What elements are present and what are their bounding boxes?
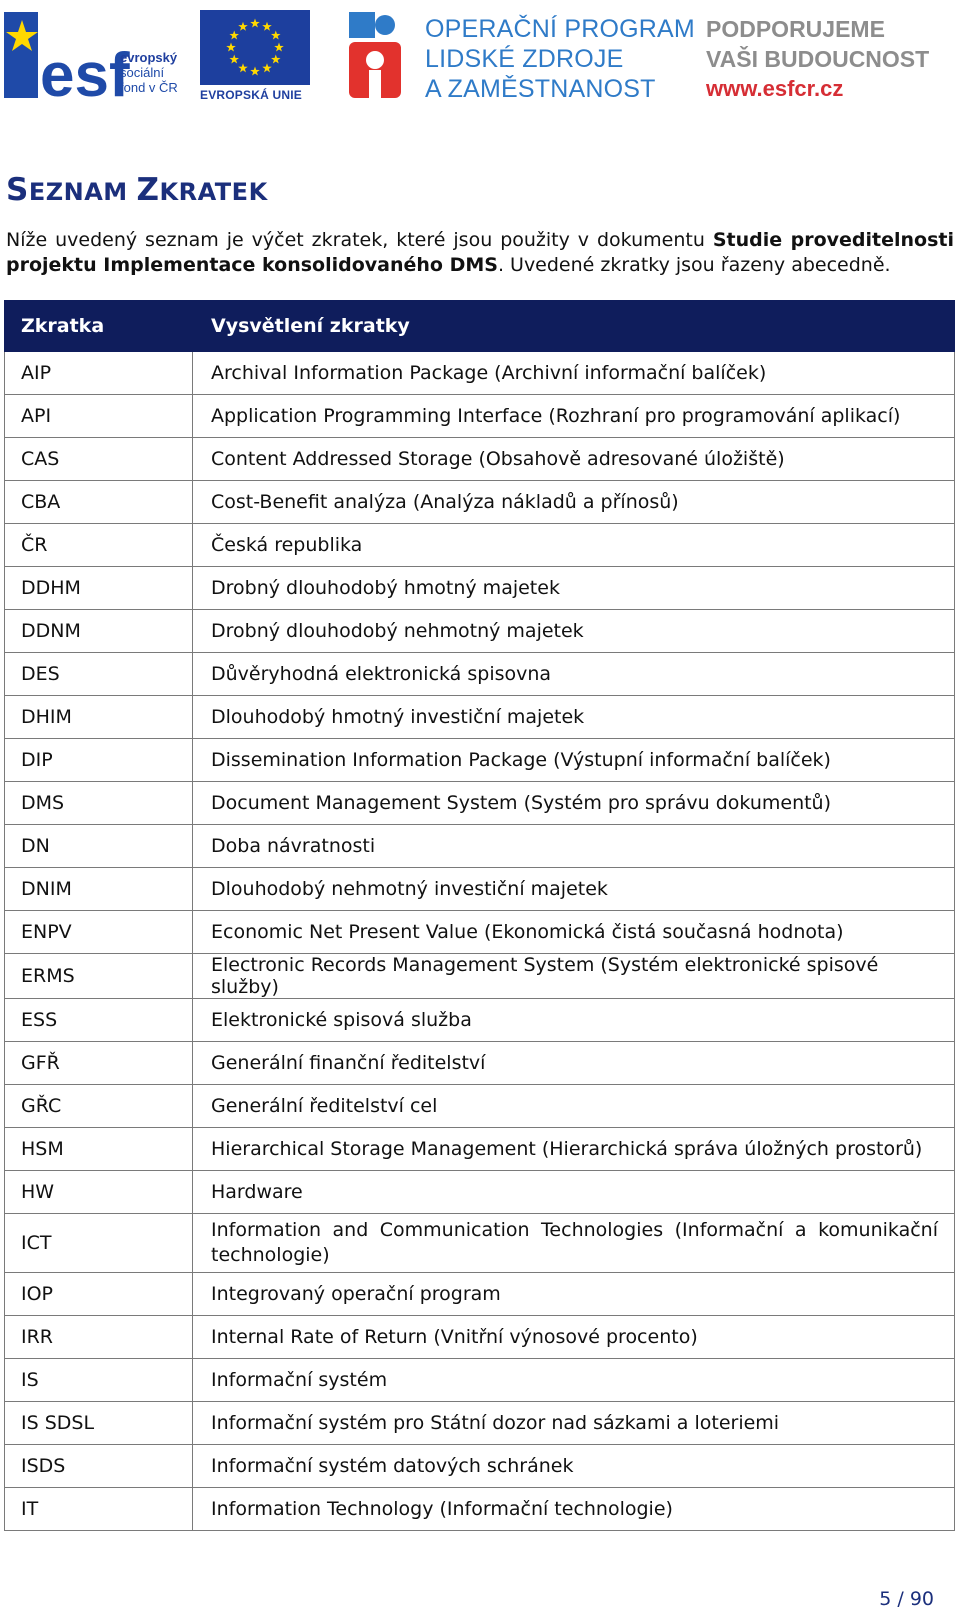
abbreviation-cell: GFŘ — [5, 1042, 193, 1085]
explanation-cell: Dlouhodobý nehmotný investiční majetek — [193, 868, 955, 911]
esf-wordmark: esf — [40, 41, 130, 110]
abbreviation-cell: CAS — [5, 438, 193, 481]
abbreviation-cell: CBA — [5, 481, 193, 524]
title-initial-2: Z — [136, 172, 160, 208]
explanation-cell: Cost-Benefit analýza (Analýza nákladů a přínosů) — [193, 481, 955, 524]
explanation-cell: Elektronické spisová služba — [193, 999, 955, 1042]
abbreviation-cell: ENPV — [5, 911, 193, 954]
title-rest-2: KRATEK — [159, 178, 268, 206]
table-row — [5, 739, 955, 782]
table-row — [5, 911, 955, 954]
abbreviation-cell: IT — [5, 1488, 193, 1531]
table-row — [5, 395, 955, 438]
intro-paragraph — [6, 228, 954, 278]
explanation-cell: Generální ředitelství cel — [193, 1085, 955, 1128]
intro-document-name: Studie proveditelnosti projektu Implementace konsolidovaného DMS — [6, 229, 955, 276]
explanation-cell: Economic Net Present Value (Ekonomická čistá současná hodnota) — [193, 911, 955, 954]
table-row — [5, 1273, 955, 1316]
explanation-cell: Informační systém pro Státní dozor nad sázkami a loteriemi — [193, 1402, 955, 1445]
esf-logo — [0, 8, 130, 110]
table-row — [5, 782, 955, 825]
support-line: PODPORUJEME — [706, 16, 885, 42]
column-header-explanation: Vysvětlení zkratky — [193, 301, 955, 352]
op-puzzle-icon — [345, 8, 410, 103]
table-row — [5, 524, 955, 567]
explanation-cell: Drobný dlouhodobý hmotný majetek — [193, 567, 955, 610]
explanation-cell: Hardware — [193, 1171, 955, 1214]
abbreviation-cell: DIP — [5, 739, 193, 782]
abbreviation-cell: IS — [5, 1359, 193, 1402]
table-row — [5, 1316, 955, 1359]
table-header-row — [5, 301, 955, 352]
explanation-cell: Document Management System (Systém pro správu dokumentů) — [193, 782, 955, 825]
explanation-cell: Drobný dlouhodobý nehmotný majetek — [193, 610, 955, 653]
abbreviation-cell: GŘC — [5, 1085, 193, 1128]
abbreviation-cell: DN — [5, 825, 193, 868]
page-number: 5 / 90 — [879, 1588, 934, 1610]
explanation-cell: Doba návratnosti — [193, 825, 955, 868]
abbreviation-cell: DHIM — [5, 696, 193, 739]
title-initial: S — [6, 172, 29, 208]
table-row — [5, 825, 955, 868]
table-row — [5, 481, 955, 524]
support-line: VAŠI BUDOUCNOST — [706, 46, 930, 72]
explanation-cell: Content Addressed Storage (Obsahově adresované úložiště) — [193, 438, 955, 481]
intro-text-end: . Uvedené zkratky jsou řazeny abecedně. — [497, 254, 891, 276]
explanation-cell: Dlouhodobý hmotný investiční majetek — [193, 696, 955, 739]
table-row — [5, 1214, 955, 1273]
table-row — [5, 653, 955, 696]
logo-bar — [0, 0, 960, 115]
eu-flag-icon — [200, 10, 310, 85]
abbreviation-cell: IS SDSL — [5, 1402, 193, 1445]
abbreviation-cell: HSM — [5, 1128, 193, 1171]
table-row — [5, 1445, 955, 1488]
explanation-cell: Information Technology (Informační technologie) — [193, 1488, 955, 1531]
table-row — [5, 999, 955, 1042]
table-row — [5, 352, 955, 395]
op-line: A ZAMĚSTNANOST — [425, 75, 656, 103]
table-row — [5, 610, 955, 653]
table-row — [5, 1042, 955, 1085]
esf-caption-line: sociální — [120, 65, 165, 80]
abbreviation-cell: DDNM — [5, 610, 193, 653]
abbreviation-cell: DES — [5, 653, 193, 696]
esf-caption-line: evropský — [120, 50, 178, 65]
table-row — [5, 567, 955, 610]
abbreviation-cell: IOP — [5, 1273, 193, 1316]
table-row — [5, 1128, 955, 1171]
explanation-cell: Důvěryhodná elektronická spisovna — [193, 653, 955, 696]
abbreviation-cell: API — [5, 395, 193, 438]
abbreviation-cell: DDHM — [5, 567, 193, 610]
esf-caption — [120, 50, 178, 95]
table-row — [5, 438, 955, 481]
table-row — [5, 954, 955, 999]
page-title — [6, 172, 268, 208]
explanation-cell: Internal Rate of Return (Vnitřní výnosové procento) — [193, 1316, 955, 1359]
table-row — [5, 696, 955, 739]
explanation-cell: Informační systém — [193, 1359, 955, 1402]
column-header-abbreviation: Zkratka — [5, 301, 193, 352]
explanation-cell: Hierarchical Storage Management (Hierarchická správa úložných prostorů) — [193, 1128, 955, 1171]
abbreviation-cell: ERMS — [5, 954, 193, 999]
table-row — [5, 1402, 955, 1445]
abbreviation-cell: IRR — [5, 1316, 193, 1359]
explanation-cell: Information and Communication Technologies (Informační a komunikační technologie) — [193, 1214, 955, 1273]
abbreviation-cell: ICT — [5, 1214, 193, 1273]
abbreviation-table — [4, 300, 955, 1531]
table-row — [5, 868, 955, 911]
explanation-cell: Archival Information Package (Archivní informační balíček) — [193, 352, 955, 395]
explanation-cell: Dissemination Information Package (Výstupní informační balíček) — [193, 739, 955, 782]
abbreviation-cell: HW — [5, 1171, 193, 1214]
table-body — [5, 352, 955, 1531]
support-url[interactable]: www.esfcr.cz — [706, 76, 844, 101]
explanation-cell: Application Programming Interface (Rozhraní pro programování aplikací) — [193, 395, 955, 438]
table-row — [5, 1359, 955, 1402]
esf-caption-line: fond v ČR — [120, 80, 178, 95]
abbreviation-cell: ISDS — [5, 1445, 193, 1488]
op-line: OPERAČNÍ PROGRAM — [425, 15, 695, 43]
abbreviation-cell: AIP — [5, 352, 193, 395]
explanation-cell: Generální finanční ředitelství — [193, 1042, 955, 1085]
op-line: LIDSKÉ ZDROJE — [425, 45, 624, 73]
abbreviation-cell: ČR — [5, 524, 193, 567]
eu-caption: EVROPSKÁ UNIE — [200, 88, 302, 102]
explanation-cell: Informační systém datových schránek — [193, 1445, 955, 1488]
abbreviation-cell: DMS — [5, 782, 193, 825]
title-rest: EZNAM — [28, 178, 137, 206]
table-row — [5, 1171, 955, 1214]
support-slogan — [706, 14, 929, 74]
op-program-title — [425, 14, 695, 104]
intro-text: Níže uvedený seznam je výčet zkratek, které jsou použity v dokumentu — [6, 229, 713, 251]
table-row — [5, 1488, 955, 1531]
explanation-cell: Electronic Records Management System (Systém elektronické spisové služby) — [193, 954, 955, 999]
table-row — [5, 1085, 955, 1128]
abbreviation-cell: DNIM — [5, 868, 193, 911]
explanation-cell: Integrovaný operační program — [193, 1273, 955, 1316]
explanation-cell: Česká republika — [193, 524, 955, 567]
abbreviation-cell: ESS — [5, 999, 193, 1042]
